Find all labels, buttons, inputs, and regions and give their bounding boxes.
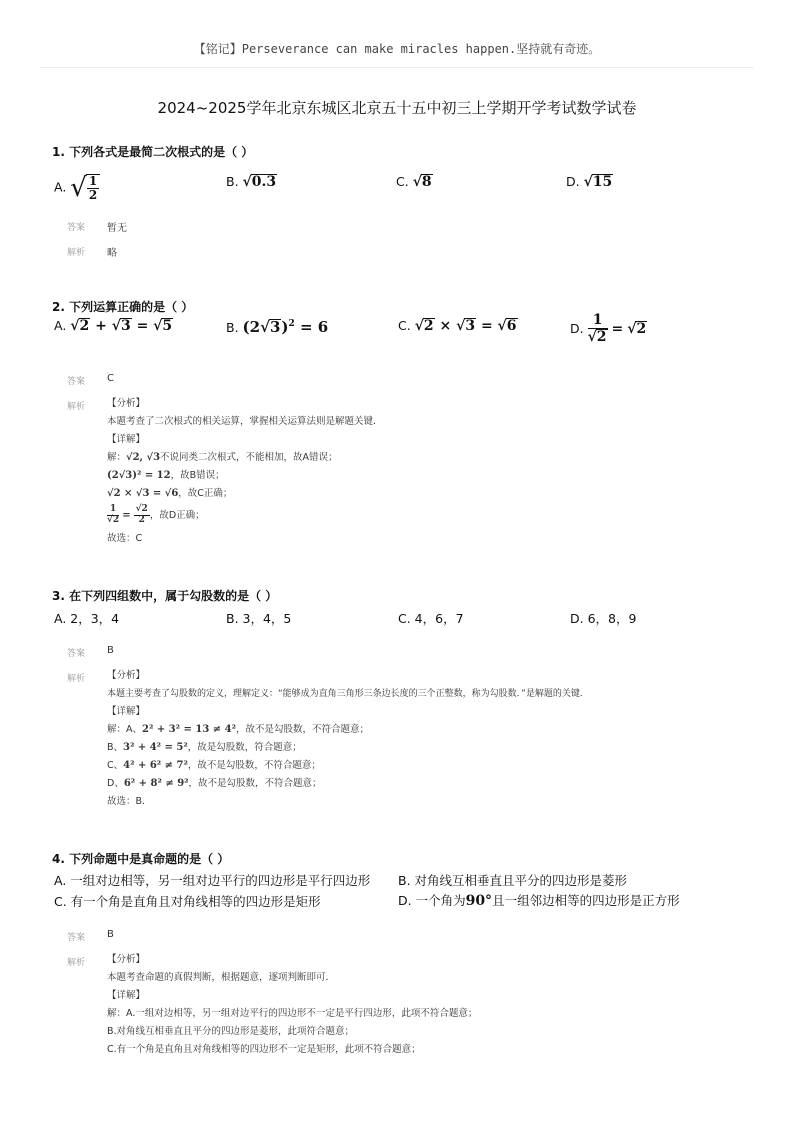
question-2-stem: 2. 下列运算正确的是（ ） — [52, 300, 194, 314]
q4-analysis-line: C.有一个角是直角且对角线相等的四边形不一定是矩形，此项不符合题意； — [107, 1044, 421, 1055]
q2-detail-heading: 【详解】 — [107, 434, 146, 445]
q1-answer-value: 暂无 — [107, 223, 127, 234]
q2-c-equals: = — [480, 318, 493, 334]
q3-analysis-line: 本题主要考查了勾股数的定义，理解定义：“能够成为直角三角形三条边长度的三个正整数，称为勾股数．”是解题的关键． — [107, 689, 589, 699]
q2-analysis-heading: 【分析】 — [107, 398, 146, 409]
q2-option-b-label: B. — [226, 320, 239, 335]
q4-analysis-line: 解：A.一组对边相等，另一组对边平行的四边形不一定是平行四边形，此项不符合题意； — [107, 1008, 478, 1019]
q3-analysis-line — [107, 739, 589, 757]
question-1-stem: 1. 下列各式是最简二次根式的是（ ） — [52, 145, 254, 159]
q3-l3-math: 3² + 4² = 5² — [123, 742, 188, 753]
page-motto: 【铭记】Perseverance can make miracles happen.坚持就有奇迹。 — [193, 42, 601, 56]
q3-analysis-line — [107, 775, 589, 793]
q3-analysis-label: 解析 — [67, 674, 86, 684]
q4-option-b[interactable]: B. 对角线互相垂直且平分的四边形是菱形 — [398, 873, 628, 888]
q2-analysis-label: 解析 — [67, 402, 86, 412]
q2-d-denominator: 2 — [596, 329, 607, 346]
q4-d-post: 且一组邻边相等的四边形是正方形 — [492, 893, 680, 908]
q4-d-math: 90° — [465, 893, 493, 909]
q2-b-close: ) — [281, 318, 289, 336]
q4-analysis-label: 解析 — [67, 958, 86, 968]
q4-analysis-line: 本题考查命题的真假判断，根据题意，逐项判断即可． — [107, 972, 336, 983]
q2-a-radicand-3: 5 — [162, 318, 173, 334]
q2-l2-pre: 解： — [107, 452, 127, 463]
q2-analysis-line — [107, 503, 383, 530]
q4-answer-label: 答案 — [67, 933, 86, 943]
q4-option-a[interactable]: A. 一组对边相等，另一组对边平行的四边形是平行四边形 — [54, 873, 371, 888]
q2-b-open: (2 — [242, 318, 261, 336]
q2-l5-equals: = — [122, 509, 131, 521]
q2-l5-num1: 1 — [107, 505, 119, 516]
q2-a-radicand-2: 3 — [120, 318, 131, 334]
q2-option-d-label: D. — [570, 320, 584, 336]
q3-l3-post: ，故是勾股数，符合题意； — [187, 742, 302, 753]
q3-answer-label: 答案 — [67, 649, 86, 659]
q3-option-d[interactable]: D. 6，8，9 — [570, 611, 637, 626]
q3-analysis-line — [107, 757, 589, 775]
q3-l5-post: ，故不是勾股数，不符合题意； — [188, 778, 322, 789]
q2-analysis-conclusion: 故选：C — [107, 532, 143, 544]
q2-b-radicand: 3 — [269, 318, 281, 336]
q2-c-times: × — [439, 318, 452, 334]
q2-option-a[interactable]: A. √2 + √3 = √5 — [54, 318, 173, 334]
q2-a-equals: = — [136, 318, 149, 334]
q2-analysis-body — [107, 395, 383, 548]
q3-analysis-heading: 【分析】 — [107, 670, 146, 681]
q2-l5-den2: 2 — [138, 514, 145, 525]
q2-option-c[interactable]: C. √2 × √3 = √6 — [398, 318, 517, 334]
q3-analysis-conclusion: 故选：B． — [107, 796, 152, 807]
q3-l3-pre: B、 — [107, 742, 124, 753]
q2-analysis-line — [107, 449, 383, 467]
q1-option-c[interactable]: C. √8 — [396, 174, 432, 190]
q1-option-a[interactable]: A. √ $\frac{1}{2}$ — [54, 173, 100, 203]
q3-analysis-body — [107, 667, 589, 811]
q2-c-radicand-1: 2 — [423, 318, 434, 334]
q3-l2-math: 2² + 3² = 13 ≠ 4² — [142, 724, 236, 735]
q3-option-a[interactable]: A. 2，3，4 — [54, 611, 120, 626]
q4-analysis-body — [107, 951, 477, 1059]
q3-l5-math: 6² + 8² ≠ 9² — [123, 778, 189, 789]
q2-l2-post: 不说同类二次根式，不能相加，故A错误； — [160, 452, 338, 463]
question-4-stem: 4. 下列命题中是真命题的是（ ） — [52, 852, 230, 866]
q3-l4-post: ，故不是勾股数，不符合题意； — [187, 760, 321, 771]
q2-l5-post: ，故D正确； — [149, 509, 205, 521]
q2-l4-post: ，故C正确； — [178, 488, 233, 499]
q2-option-d[interactable]: D. $\frac{1}{√2}$ = √2 — [570, 312, 647, 346]
page-title: 2024~2025学年北京东城区北京五十五中初三上学期开学考试数学试卷 — [157, 99, 637, 117]
q3-l4-pre: C、 — [107, 760, 124, 771]
q1-option-d-label: D. — [566, 174, 580, 189]
q1-option-a-label: A. — [54, 179, 67, 195]
q2-analysis-line — [107, 467, 383, 485]
q1-b-radicand: 0.3 — [251, 174, 277, 190]
q3-l2-pre: 解：A、 — [107, 724, 142, 735]
q4-answer-value: B — [107, 929, 114, 940]
q3-analysis-line — [107, 721, 589, 739]
q2-d-radicand: 2 — [636, 320, 647, 337]
q4-analysis-line: B.对角线互相垂直且平分的四边形是菱形，此项符合题意； — [107, 1026, 355, 1037]
q2-b-exponent: 2 — [288, 319, 295, 329]
q2-option-c-label: C. — [398, 318, 411, 333]
q1-answer-label: 答案 — [67, 223, 86, 233]
q3-answer-value: B — [107, 645, 114, 656]
q1-a-numerator: 1 — [88, 173, 98, 188]
q1-analysis-label: 解析 — [67, 248, 86, 258]
q2-l3-math: (2√3)² = 12 — [107, 470, 171, 481]
q2-a-radicand-1: 2 — [79, 318, 90, 334]
q2-l5-num2: √2 — [135, 504, 148, 514]
q3-l4-math: 4² + 6² ≠ 7² — [123, 760, 188, 771]
q4-option-d[interactable] — [398, 891, 680, 909]
q2-analysis-line — [107, 485, 383, 503]
header-divider — [40, 67, 754, 68]
q3-l5-pre: D、 — [107, 778, 124, 789]
q3-option-c[interactable]: C. 4，6，7 — [398, 611, 464, 626]
q4-option-c[interactable]: C. 有一个角是直角且对角线相等的四边形是矩形 — [54, 894, 321, 909]
q2-l2-math: √2, √3 — [126, 452, 161, 463]
q2-c-radicand-2: 3 — [465, 318, 476, 334]
q2-b-equals: = 6 — [300, 318, 329, 336]
q3-detail-heading: 【详解】 — [107, 706, 146, 717]
q2-d-equals: = — [611, 320, 624, 337]
q2-c-radicand-3: 6 — [506, 318, 517, 334]
q2-d-numerator: 1 — [588, 313, 608, 329]
q1-option-b[interactable]: B. √0.3 — [226, 174, 277, 190]
q2-l5-den1: √2 — [107, 514, 120, 525]
q1-a-denominator: 2 — [88, 188, 98, 202]
q1-analysis-value: 略 — [107, 248, 117, 259]
q2-l3-post: ，故B错误； — [170, 470, 225, 481]
question-3-stem: 3. 在下列四组数中，属于勾股数的是（ ） — [52, 589, 278, 603]
q2-l4-math: √2 × √3 = √6 — [107, 488, 179, 499]
q2-analysis-line: 本题考查了二次根式的相关运算，掌握相关运算法则是解题关键． — [107, 416, 383, 427]
q2-option-a-label: A. — [54, 318, 67, 333]
q4-d-pre: D. 一个角为 — [398, 893, 466, 908]
q1-option-b-label: B. — [226, 174, 239, 189]
q2-answer-value: C — [107, 373, 114, 384]
q1-c-radicand: 8 — [421, 174, 432, 190]
q2-answer-label: 答案 — [67, 377, 86, 387]
q2-option-b[interactable]: B. $(2√3)^2 = 6$ — [226, 318, 329, 336]
q1-d-radicand: 15 — [592, 174, 613, 190]
q3-l2-post: ，故不是勾股数，不符合题意； — [235, 724, 369, 735]
q1-option-c-label: C. — [396, 174, 409, 189]
q1-option-d[interactable]: D. √15 — [566, 174, 613, 190]
q4-analysis-heading: 【分析】 — [107, 954, 146, 965]
q4-detail-heading: 【详解】 — [107, 990, 146, 1001]
q2-a-plus: + — [95, 318, 107, 334]
q3-option-b[interactable]: B. 3，4，5 — [226, 611, 292, 626]
